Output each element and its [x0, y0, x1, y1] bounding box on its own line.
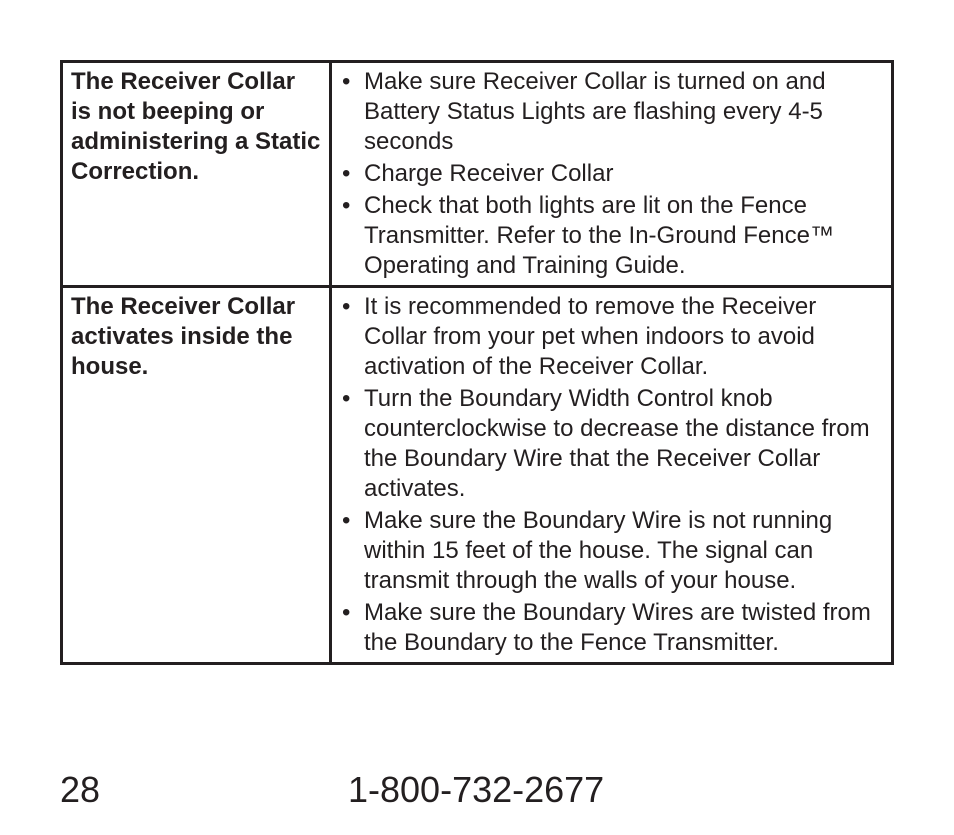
problem-text: The Receiver Collar activates inside the house. — [71, 293, 296, 380]
bullet: • — [342, 293, 351, 320]
bullet: • — [342, 192, 351, 219]
solution-list — [340, 67, 885, 281]
list-item — [340, 598, 885, 658]
phone-number: 1-800-732-2677 — [348, 769, 605, 810]
solution-cell — [331, 287, 893, 664]
list-item — [340, 67, 885, 157]
solution-text: Make sure the Boundary Wire is not running within 15 feet of the house. The signal can transmit through the walls of your house. — [364, 507, 833, 594]
bullet: • — [342, 68, 351, 95]
problem-cell — [62, 287, 331, 664]
solution-text: Make sure Receiver Collar is turned on and Battery Status Lights are flashing every 4-5 seconds — [364, 68, 826, 155]
problem-text: The Receiver Collar is not beeping or administering a Static Correction. — [71, 68, 321, 185]
solution-text: Make sure the Boundary Wires are twisted from the Boundary to the Fence Transmitter. — [364, 599, 871, 656]
troubleshooting-table — [60, 60, 894, 665]
list-item — [340, 159, 885, 189]
list-item — [340, 384, 885, 504]
problem-cell — [62, 62, 331, 287]
bullet: • — [342, 160, 351, 187]
solution-text: It is recommended to remove the Receiver Collar from your pet when indoors to avoid activation of the Receiver Collar. — [364, 293, 817, 380]
table-row — [62, 62, 893, 287]
list-item — [340, 292, 885, 382]
list-item — [340, 506, 885, 596]
solution-text: Turn the Boundary Width Control knob counterclockwise to decrease the distance from the Boundary Wire that the Receiver Collar activates. — [364, 385, 870, 502]
bullet: • — [342, 385, 351, 412]
solution-text: Check that both lights are lit on the Fence Transmitter. Refer to the In-Ground Fence™ Operating and Training Guide. — [364, 192, 834, 279]
table-row — [62, 287, 893, 664]
solution-cell — [331, 62, 893, 287]
bullet: • — [342, 507, 351, 534]
solution-list — [340, 292, 885, 658]
list-item — [340, 191, 885, 281]
bullet: • — [342, 599, 351, 626]
page-number: 28 — [60, 769, 101, 810]
solution-text: Charge Receiver Collar — [364, 160, 614, 187]
